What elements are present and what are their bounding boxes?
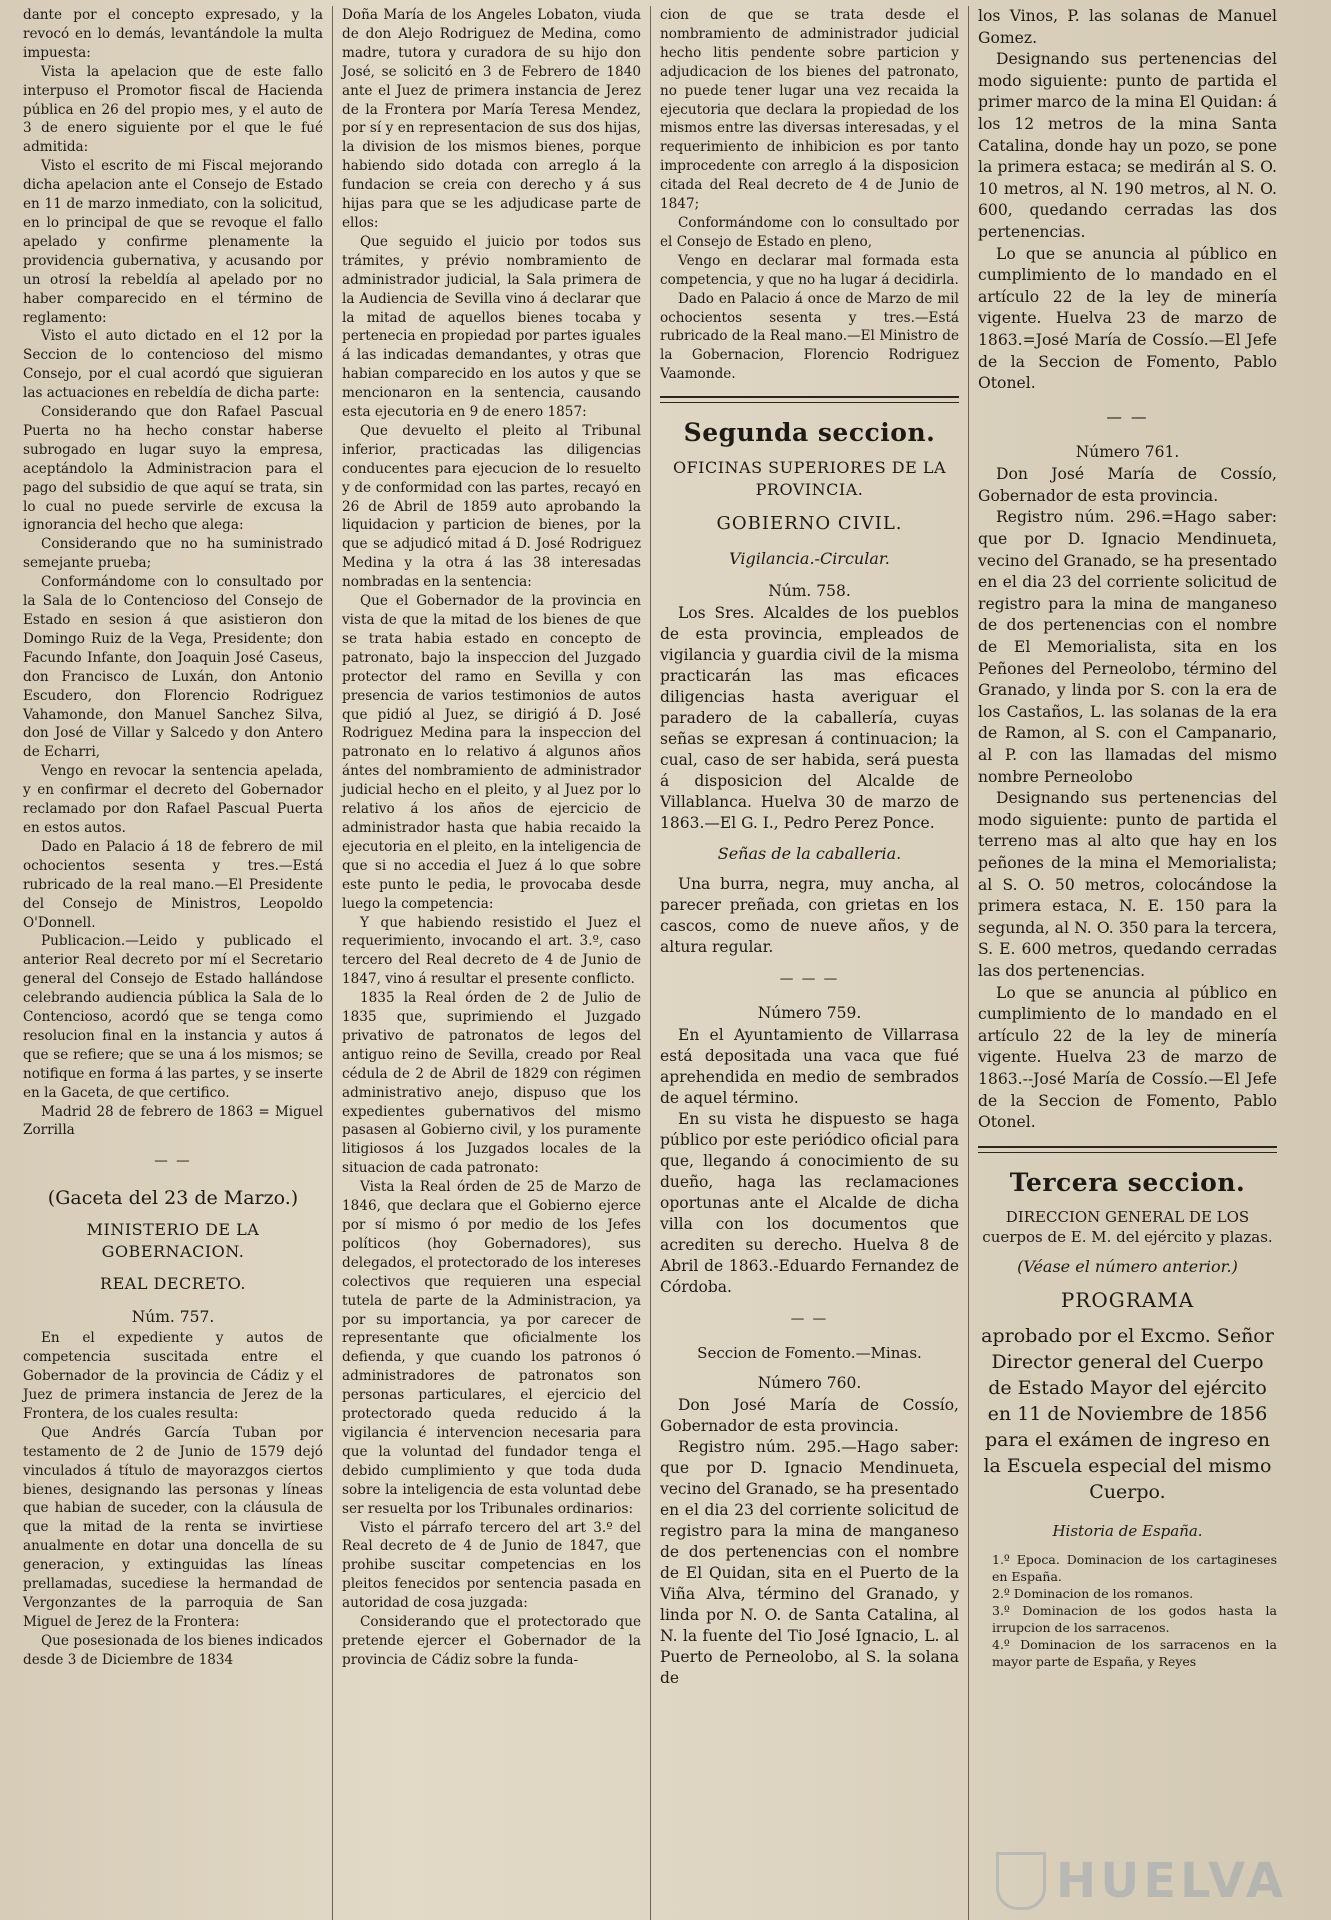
programa-heading: PROGRAMA xyxy=(1060,1287,1195,1312)
separator-dash: — — xyxy=(790,1311,829,1328)
paragraph: Visto el escrito de mi Fiscal mejorando dicha apelacion ante el Consejo de Estado en 11 de marzo inmediato, con la solicitud, en lo principal de que se revoque el fallo apelado y confirme plenamente la providencia gubernativa, y acusando por un otrosí la rebeldía al apelado por no haber comparecido en el término de reglamento: xyxy=(23,158,323,326)
paragraph: Que devuelto el pleito al Tribunal inferior, practicadas las diligencias conducentes para ejecucion de lo resuelto y de conformidad con las partes, recayó en 26 de Abril de 1859 auto aprobando la liquidacion y particion de bienes, por la que se adjudicó mitad á D. José Rodriguez Medina y la otra á las 38 interesadas nombradas en la sentencia: xyxy=(342,422,641,591)
columns xyxy=(14,6,1317,1920)
paragraph: Lo que se anuncia al público en cumplimiento de lo mandado en el artículo 22 de la ley de minería vigente. Huelva 23 de marzo de 1863.--José María de Cossío.—El Jefe de la Seccion de Fomento, Pablo Otonel. xyxy=(978,983,1277,1132)
paragraph: Vengo en declarar mal formada esta competencia, y que no ha lugar á decidirla. xyxy=(660,252,959,288)
shield-icon xyxy=(996,1852,1046,1910)
ministerio-heading: MINISTERIO DE LA GOBERNACION. xyxy=(86,1220,260,1262)
number-heading: Número 761. xyxy=(1075,443,1180,462)
paragraph: Doña María de los Angeles Lobaton, viuda de don Alejo Rodriguez de Medina, como madre, tutora y curadora de su hijo don José, se solicitó en 3 de Febrero de 1840 ante el Juez de primera instancia de Jerez de la Frontera por María Teresa Mendez, por sí y en representacion de sus dos hijas, la division de los mismos bienes, porque habiendo sido dotada con arreglo á la fundacion se creia con derecho y á sus hijas para que se les adjudicase parte de ellos: xyxy=(342,7,641,231)
paragraph: Conformándome con lo consultado por la Sala de lo Contencioso del Consejo de Estado en sesion á que asistieron don Domingo Ruiz de la Vega, Presidente; don Facundo Infante, don Joaquin José Caseus, don Francisco de Luxán, don Antonio Escudero, don Florencio Rodriguez Vahamonde, don Manuel Sanchez Silva, don José de Villar y Salcedo y don Antero de Echarri, xyxy=(23,574,323,761)
paragraph: Vista la Real órden de 25 de Marzo de 1846, que declara que el Gobierno ejerce por sí mismo ó por medio de los Jefes políticos (hoy Gobernadores), sus delegados, el protectorado de los intereses colectivos que requieren una especial tutela de parte de la Administracion, ya por su importancia, ya por carecer de representante que oficialmente los defienda, y que cuando los patronos ó administradores de patronatos son personas particulares, el ejercicio del protectorado queda reducido á la vigilancia é intervencion necesaria para que la voluntad del fundador tenga el debido cumplimiento y que toda duda sobre la inteligencia de esta voluntad debe ser resuelta por los Tribunales ordinarios: xyxy=(342,1179,641,1517)
paragraph: Que Andrés García Tuban por testamento de 2 de Junio de 1579 dejó vinculados á título de mayorazgos ciertos bienes, designando las personas y líneas que habian de suceder, con la cláusula de que la mitad de la renta se invirtiese anualmente en dotar una doncella de su generacion, y extinguidas las líneas prellamadas, sucediese la hermandad de Vergonzantes de la parroquia de San Miguel de Jerez de la Frontera: xyxy=(23,1424,323,1630)
paragraph: En el Ayuntamiento de Villarrasa está depositada una vaca que fué aprehendida en medio de sembrados de aquel término. xyxy=(660,1026,959,1108)
paragraph: Que seguido el juicio por todos sus trámites, y prévio nombramiento de administrador judicial, la Sala primera de la Audiencia de Sevilla vino á declarar que la mitad de aquellos bienes tocaba y pertenecia en propiedad por partes iguales á las indicadas demandantes, y otras que habian comparecido en los autos y que se mencionaron en la sentencia, causando esta ejecutoria en 9 de enero 1857: xyxy=(342,233,641,421)
paragraph: Visto el auto dictado en el 12 por la Seccion de lo contencioso del mismo Consejo, por el cual acordó que siguieran las actuaciones en rebeldía de dicha parte: xyxy=(23,328,323,402)
section-rule xyxy=(660,396,959,403)
history-item: 2.º Dominacion de los romanos. xyxy=(992,1585,1194,1601)
number-heading: Número 760. xyxy=(757,1373,862,1392)
gaceta-heading: (Gaceta del 23 de Marzo.) xyxy=(47,1187,299,1210)
paragraph: Lo que se anuncia al público en cumplimiento de lo mandado en el artículo 22 de la ley de minería vigente. Huelva 23 de marzo de 1863.=José María de Cossío.—El Jefe de la Seccion de Fomento, Pablo Otonel. xyxy=(978,244,1277,393)
paragraph: Una burra, negra, muy ancha, al parecer preñada, con grietas en los cascos, como de nueve años, y de altura regular. xyxy=(660,875,959,957)
paragraph: Publicacion.—Leido y publicado el anterior Real decreto por mí el Secretario general del Consejo de Estado hallándose celebrando audiencia pública la Sala de lo Contencioso, acordó que se tenga como resolucion final en la instancia y autos á que se refiere; que se una á los mismos; se notifique en forma á las partes, y se inserte en la Gaceta, de que certifico. xyxy=(23,933,323,1101)
paragraph: En el expediente y autos de competencia suscitada entre el Gobernador de la provincia de Cádiz y el Juez de primera instancia de Jerez de la Frontera, de los cuales resulta: xyxy=(23,1330,323,1422)
senas-heading: Señas de la caballeria. xyxy=(717,844,902,864)
column-1 xyxy=(14,6,332,1920)
paragraph: dante por el concepto expresado, y la revocó en lo demás, levantándole la multa impuesta: xyxy=(23,7,323,61)
number-heading: Núm. 757. xyxy=(131,1308,215,1327)
paragraph: cion de que se trata desde el nombramiento de administrador judicial hecho litis pendente sobre particion y adjudicacion de los bienes del patronato, no puede tener lugar una vez recaida la ejecutoria que declara la propiedad de los mismos entre las diversas interesadas, y el requerimiento de inhibicion es por tanto improcedente con arreglo á la disposicion citada del Real decreto de 4 de Junio de 1847; xyxy=(660,7,959,213)
historia-heading: Historia de España. xyxy=(1052,1521,1203,1540)
paragraph: Que el Gobernador de la provincia en vista de que la mitad de los bienes de que se trata habia estado en concepto de patronato, bajo la inspeccion del Juzgado protector del ramo en Sevilla y con presencia de varios testimonios de autos que pidió al Juez, se dirigió á D. José Rodriguez Medina para la inspeccion del patronato en lo relativo á algunos años ántes del nombramiento de administrador judicial hecho en el pleito, y al Juez por lo relativo á los años de ejercicio de administrador hasta que habia recaido la ejecutoria en el pleito, en la inteligencia de que si no accedia el Juez á lo que sobre este punto le pedia, le provocaba desde luego la competencia: xyxy=(342,593,641,912)
paragraph: Considerando que el protectorado que pretende ejercer el Gobernador de la provincia de Cádiz sobre la funda- xyxy=(342,1614,641,1668)
paragraph: Registro núm. 296.=Hago saber: que por D. Ignacio Mendinueta, vecino del Granado, se ha presentado en el dia 23 del corriente solicitud de registro para la mina de manganeso de dos pertenencias con el nombre de El Memorialista, sita en los Peñones del Perneolobo, término del Granado, y linda por S. con la era de los Castaños, L. las solanas de la era de Ramon, al S. con el Campanario, al P. con las llamadas del mismo nombre Perneolobo xyxy=(978,508,1277,786)
history-item: 1.º Epoca. Dominacion de los cartagineses en España. xyxy=(992,1551,1277,1584)
paragraph: Considerando que don Rafael Pascual Puerta no ha hecho constar haberse subrogado en lugar suyo la empresa, aceptándolo la Administracion para el pago del subsidio de que aquí se trata, sin lo cual no puede servirle de excusa la ignorancia del hecho que alega: xyxy=(23,404,323,534)
column-4 xyxy=(968,6,1286,1920)
archive-watermark xyxy=(996,1852,1287,1910)
section-rule xyxy=(978,1146,1277,1153)
fomento-heading: Seccion de Fomento.—Minas. xyxy=(697,1343,922,1362)
oficinas-heading: OFICINAS SUPERIORES DE LA PROVINCIA. xyxy=(672,458,947,500)
gobierno-civil-heading: GOBIERNO CIVIL. xyxy=(716,513,903,535)
column-2 xyxy=(332,6,650,1920)
vigilancia-heading: Vigilancia.-Circular. xyxy=(729,549,890,569)
paragraph: 1835 la Real órden de 2 de Julio de 1835 que, suprimiendo el Juzgado privativo de patronatos de legos del antiguo reino de Sevilla, creado por Real cédula de 2 de Abril de 1829 con régimen administrativo anejo, dispuso que los expedientes gubernativos del mismo pasasen al Gobierno civil, y los puramente litigiosos á los Juzgados locales de la situacion de cada patronato: xyxy=(342,990,641,1177)
paragraph: Vengo en revocar la sentencia apelada, y en confirmar el decreto del Gobernador reclamado por don Rafael Pascual Puerta en estos autos. xyxy=(23,763,323,836)
segunda-seccion-heading: Segunda seccion. xyxy=(683,418,936,448)
column-3 xyxy=(650,6,968,1920)
paragraph: Don José María de Cossío, Gobernador de esta provincia. xyxy=(660,1395,959,1435)
paragraph: Considerando que no ha suministrado semejante prueba; xyxy=(23,536,323,572)
signature-line: Madrid 28 de febrero de 1863 = Miguel Zorrilla xyxy=(23,1103,323,1139)
tercera-seccion-heading: Tercera seccion. xyxy=(1009,1167,1246,1197)
vease-note: (Véase el número anterior.) xyxy=(1017,1256,1238,1276)
aprobado-paragraph: aprobado por el Excmo. Señor Director general del Cuerpo de Estado Mayor del ejército en 11 de Noviembre de 1856 para el exámen de ingreso en la Escuela especial del mismo Cuerpo. xyxy=(981,1324,1274,1503)
paragraph: Y que habiendo resistido el Juez el requerimiento, invocando el art. 3.º, caso tercero del Real decreto de 4 de Junio de 1847, vino á resultar el presente conflicto. xyxy=(342,914,641,988)
separator-dash: — — xyxy=(154,1153,192,1170)
paragraph: En su vista he dispuesto se haga público por este periódico oficial para que, llegando á conocimiento de su dueño, haga las reclamaciones oportunas ante el Alcalde de dicha villa con los documentos que acrediten su derecho. Huelva 8 de Abril de 1863.-Eduardo Fernandez de Córdoba. xyxy=(660,1110,959,1297)
paragraph: Don José María de Cossío, Gobernador de esta provincia. xyxy=(978,465,1277,505)
real-decreto-heading: REAL DECRETO. xyxy=(100,1274,246,1294)
paragraph: los Vinos, P. las solanas de Manuel Gomez. xyxy=(978,7,1277,47)
separator-dash: — — — xyxy=(779,971,840,988)
paragraph: Conformándome con lo consultado por el Consejo de Estado en pleno, xyxy=(660,214,959,250)
separator-dash: — — xyxy=(1106,407,1149,426)
paragraph: Que posesionada de los bienes indicados desde 3 de Diciembre de 1834 xyxy=(23,1632,323,1668)
direccion-heading: DIRECCION GENERAL DE LOS cuerpos de E. M. del ejército y plazas. xyxy=(982,1207,1273,1246)
paragraph: Los Sres. Alcaldes de los pueblos de esta provincia, empleados de vigilancia y guardia civil de la misma practicarán las mas eficaces diligencias hasta averiguar el paradero de la caballería, cuyas señas se expresan á continuacion; la cual, caso de ser habida, será puesta á disposicion del Alcalde de Villablanca. Huelva 30 de marzo de 1863.—El G. I., Pedro Perez Ponce. xyxy=(660,604,959,833)
paragraph: Registro núm. 295.—Hago saber: que por D. Ignacio Mendinueta, vecino del Granado, se ha presentado en el dia 23 del corriente solicitud de registro para la mina de manganeso de dos pertenencias con el nombre de El Quidan, sita en el Puerto de la Viña Alva, término del Granado, y linda por N. O. de Santa Catalina, al N. la fuente del Tio José Ignacio, L. al Puerto de Perneolobo, al S. la solana de xyxy=(660,1437,959,1687)
paragraph: Designando sus pertenencias del modo siguiente: punto de partida el terreno mas al alto que hay en los peñones de la mina el Memorialista; al S. O. 50 metros, colocándose la primera estaca, N. E. 150 para la segunda, al N. O. 350 para la tercera, S. E. 600 metros, quedando cerradas las dos pertenencias. xyxy=(978,789,1277,980)
paragraph: Dado en Palacio á 18 de febrero de mil ochocientos sesenta y tres.—Está rubricado de la real mano.—El Presidente del Consejo de Ministros, Leopoldo O'Donnell. xyxy=(23,838,323,931)
watermark-text: HUELVA xyxy=(1056,1853,1287,1909)
history-item: 4.º Dominacion de los sarracenos en la mayor parte de España, y Reyes xyxy=(992,1636,1277,1669)
paragraph: Dado en Palacio á once de Marzo de mil ochocientos sesenta y tres.—Está rubricado de la Real mano.—El Ministro de la Gobernacion, Florencio Rodriguez Vaamonde. xyxy=(660,290,959,383)
number-heading: Número 759. xyxy=(757,1004,862,1023)
history-item: 3.º Dominacion de los godos hasta la irrupcion de los sarracenos. xyxy=(992,1602,1277,1635)
paragraph: Visto el párrafo tercero del art 3.º del Real decreto de 4 de Junio de 1847, que prohibe suscitar competencias en los pleitos fenecidos por sentencia pasada en autoridad de cosa juzgada: xyxy=(342,1519,641,1612)
paragraph: Vista la apelacion que de este fallo interpuso el Promotor fiscal de Hacienda pública en 26 del propio mes, y el auto de 3 de enero siguiente por el que le fué admitida: xyxy=(23,63,323,156)
number-heading: Núm. 758. xyxy=(768,582,851,601)
paragraph: Designando sus pertenencias del modo siguiente: punto de partida el primer marco de la mina El Quidan: á los 12 metros de la mina Santa Catalina, donde hay un pozo, se pone la primera estaca; se medirán al S. O. 10 metros, al N. 190 metros, al N. O. 600, quedando cerradas las dos pertenencias. xyxy=(978,50,1277,241)
